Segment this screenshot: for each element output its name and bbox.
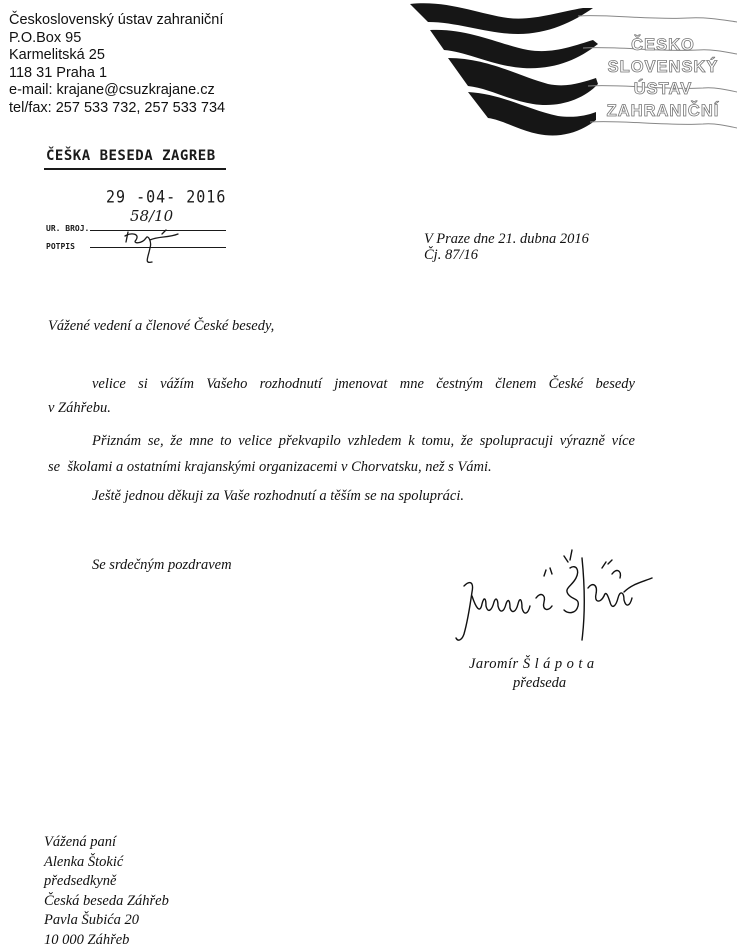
sender-street: Karmelitská 25 [9, 47, 105, 64]
signer-last-name: Šlápota [522, 656, 599, 672]
sender-organization: Československý ústav zahraniční [9, 12, 224, 28]
sender-city: 118 31 Praha 1 [9, 64, 108, 81]
recipient-address [44, 833, 169, 950]
stamp-ur-broj-label: UR. BROJ. [46, 224, 90, 233]
recipient-name: Alenka Štokić [44, 853, 124, 870]
received-stamp [44, 146, 234, 271]
stamp-rule [44, 168, 226, 170]
stamp-date: 29 -04- 2016 [106, 186, 227, 208]
stamp-signature-scribble [122, 228, 192, 268]
logo-wordmark [588, 34, 737, 122]
signer-block [469, 655, 599, 693]
sender-po-box: P.O.Box 95 [9, 29, 82, 46]
logo-line: ZAHRANIČNÍ [606, 102, 720, 120]
signer-name [469, 655, 599, 674]
recipient-street: Pavla Šubića 20 [44, 912, 140, 928]
stamp-ur-broj-value: 58/10 [130, 207, 174, 225]
place-date-reference [424, 231, 589, 263]
sender-address [9, 12, 225, 118]
logo-line: ČESKO [631, 36, 695, 54]
place-date: V Praze dne 21. dubna 2016 [424, 231, 589, 247]
signer-first-name: Jaromír [469, 656, 519, 672]
recipient-greeting: Vážená paní [44, 834, 117, 850]
paragraph-2-line-2: se školami a ostatními krajanskými organizacemi v Chorvatsku, než s Vámi. [48, 459, 492, 475]
recipient-organization: Česká beseda Záhřeb [44, 892, 169, 909]
sender-phone: tel/fax: 257 533 732, 257 533 734 [9, 99, 226, 116]
closing: Se srdečným pozdravem [92, 557, 232, 573]
stamp-title: ČEŠKA BESEDA ZAGREB [46, 148, 216, 164]
paragraph-1-line-2: v Záhřebu. [48, 400, 111, 416]
paragraph-2-line-1: Přiznám se, že mne to velice překvapilo vzhledem k tomu, že spolupracuji výrazně více [92, 433, 635, 449]
recipient-city: 10 000 Záhřeb [44, 931, 130, 948]
salutation: Vážené vedení a členové České besedy, [48, 318, 275, 334]
paragraph-1-line-1: velice si vážím Vašeho rozhodnutí jmenovat mne čestným členem České besedy [92, 376, 635, 392]
recipient-role: předsedkyně [44, 873, 117, 889]
handwritten-signature [452, 548, 657, 648]
stamp-potpis-label: POTPIS [46, 242, 75, 251]
paragraph-3: Ještě jednou děkuji za Vaše rozhodnutí a těším se na spolupráci. [92, 488, 464, 504]
logo-line: SLOVENSKÝ [607, 58, 719, 76]
sender-email: e-mail: krajane@csuzkrajane.cz [9, 82, 215, 99]
logo-line: ÚSTAV [633, 80, 693, 98]
signer-title: předseda [513, 675, 567, 691]
reference-number: Čj. 87/16 [424, 247, 478, 263]
